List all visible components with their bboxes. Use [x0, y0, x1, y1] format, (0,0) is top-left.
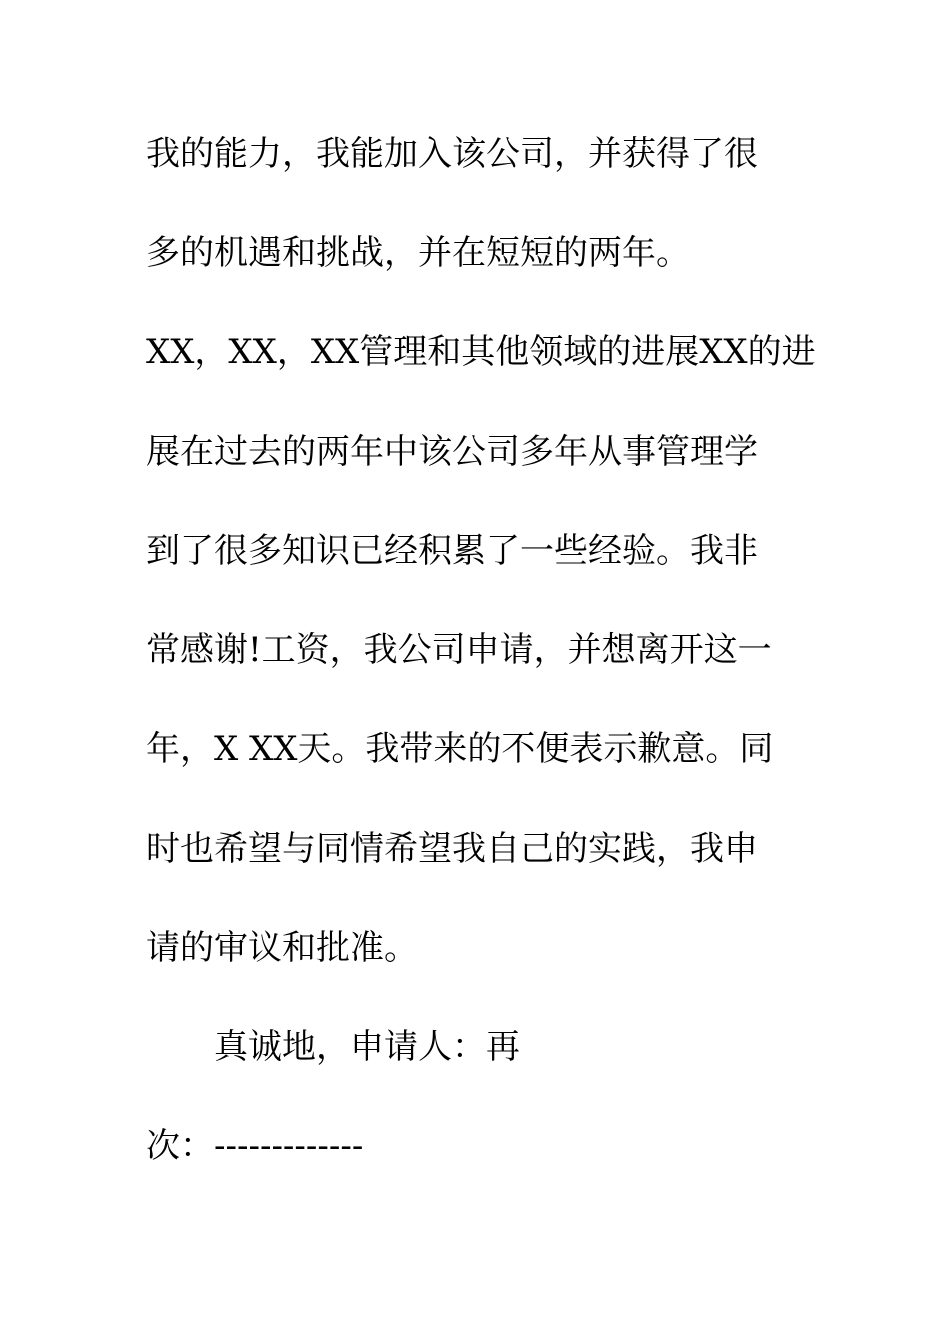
date-line: 次：------------- — [146, 1126, 364, 1166]
body-line-2: 多的机遇和挑战，并在短短的两年。 — [146, 233, 690, 273]
body-line-9: 请的审议和批准。 — [146, 928, 418, 968]
body-line-5: 到了很多知识已经积累了一些经验。我非 — [146, 531, 758, 571]
closing-signature: 真诚地，申请人：再 — [214, 1027, 520, 1067]
body-line-3: XX，XX，XX管理和其他领域的进展XX的进 — [146, 332, 816, 372]
body-line-1: 我的能力，我能加入该公司，并获得了很 — [146, 134, 758, 174]
body-line-8: 时也希望与同情希望我自己的实践，我申 — [146, 829, 758, 869]
body-line-7: 年，X XX天。我带来的不便表示歉意。同 — [146, 729, 774, 769]
body-line-6: 常感谢!工资，我公司申请，并想离开这一 — [146, 630, 772, 670]
body-line-4: 展在过去的两年中该公司多年从事管理学 — [146, 432, 758, 472]
